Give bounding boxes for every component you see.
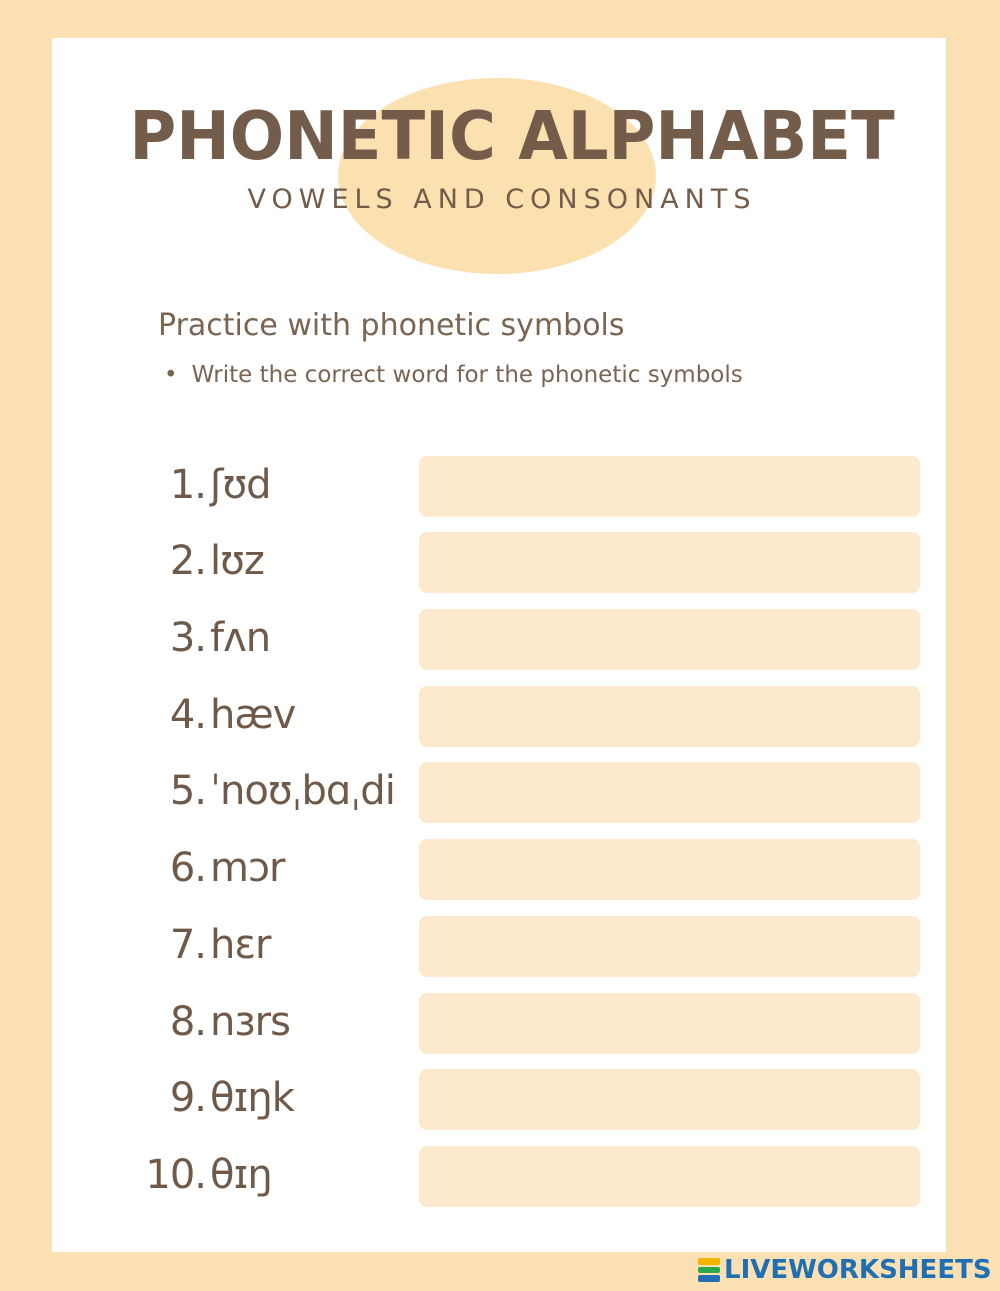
question-row (0, 456, 1000, 518)
question-row (0, 532, 1000, 594)
answer-input[interactable] (419, 1069, 920, 1130)
phonetic-symbol: hæv (210, 692, 296, 738)
phonetic-symbol: θɪŋk (210, 1075, 294, 1121)
question-number: 3. (169, 615, 206, 661)
page-title: PHONETIC ALPHABET (129, 98, 895, 176)
question-row (0, 1069, 1000, 1131)
phonetic-symbol: ˈnoʊˌbɑˌdi (210, 768, 395, 814)
phonetic-symbol: mɔr (210, 845, 285, 891)
answer-input[interactable] (419, 839, 920, 900)
instruction (164, 362, 743, 388)
answer-input[interactable] (419, 532, 920, 593)
question-number: 1. (169, 462, 206, 508)
question-row (0, 839, 1000, 901)
question-row (0, 1146, 1000, 1208)
answer-input[interactable] (419, 762, 920, 823)
liveworksheets-brand: LIVEWORKSHEETS (724, 1255, 992, 1285)
question-number: 10. (145, 1152, 206, 1198)
answer-input[interactable] (419, 1146, 920, 1207)
answer-input[interactable] (419, 609, 920, 670)
instruction-text: Write the correct word for the phonetic symbols (191, 362, 743, 388)
question-row (0, 762, 1000, 824)
phonetic-symbol: nɜrs (210, 999, 290, 1045)
question-number: 6. (169, 845, 206, 891)
question-number: 5. (169, 768, 206, 814)
liveworksheets-logo-icon (698, 1257, 720, 1283)
question-row (0, 916, 1000, 978)
phonetic-symbol: hɛr (210, 922, 271, 968)
question-number: 7. (169, 922, 206, 968)
question-number: 2. (169, 538, 206, 584)
page-subtitle: VOWELS AND CONSONANTS (247, 184, 757, 215)
phonetic-symbol: ʃʊd (210, 462, 271, 508)
answer-input[interactable] (419, 686, 920, 747)
question-row (0, 993, 1000, 1055)
phonetic-symbol: fʌn (210, 615, 271, 661)
answer-input[interactable] (419, 916, 920, 977)
bullet-icon: • (164, 362, 178, 388)
phonetic-symbol: θɪŋ (210, 1152, 272, 1198)
question-number: 8. (169, 999, 206, 1045)
liveworksheets-footer[interactable] (698, 1255, 992, 1285)
section-heading: Practice with phonetic symbols (158, 308, 625, 343)
answer-input[interactable] (419, 993, 920, 1054)
answer-input[interactable] (419, 456, 920, 517)
question-number: 4. (169, 692, 206, 738)
question-number: 9. (169, 1075, 206, 1121)
question-row (0, 686, 1000, 748)
question-row (0, 609, 1000, 671)
phonetic-symbol: lʊz (210, 538, 264, 584)
